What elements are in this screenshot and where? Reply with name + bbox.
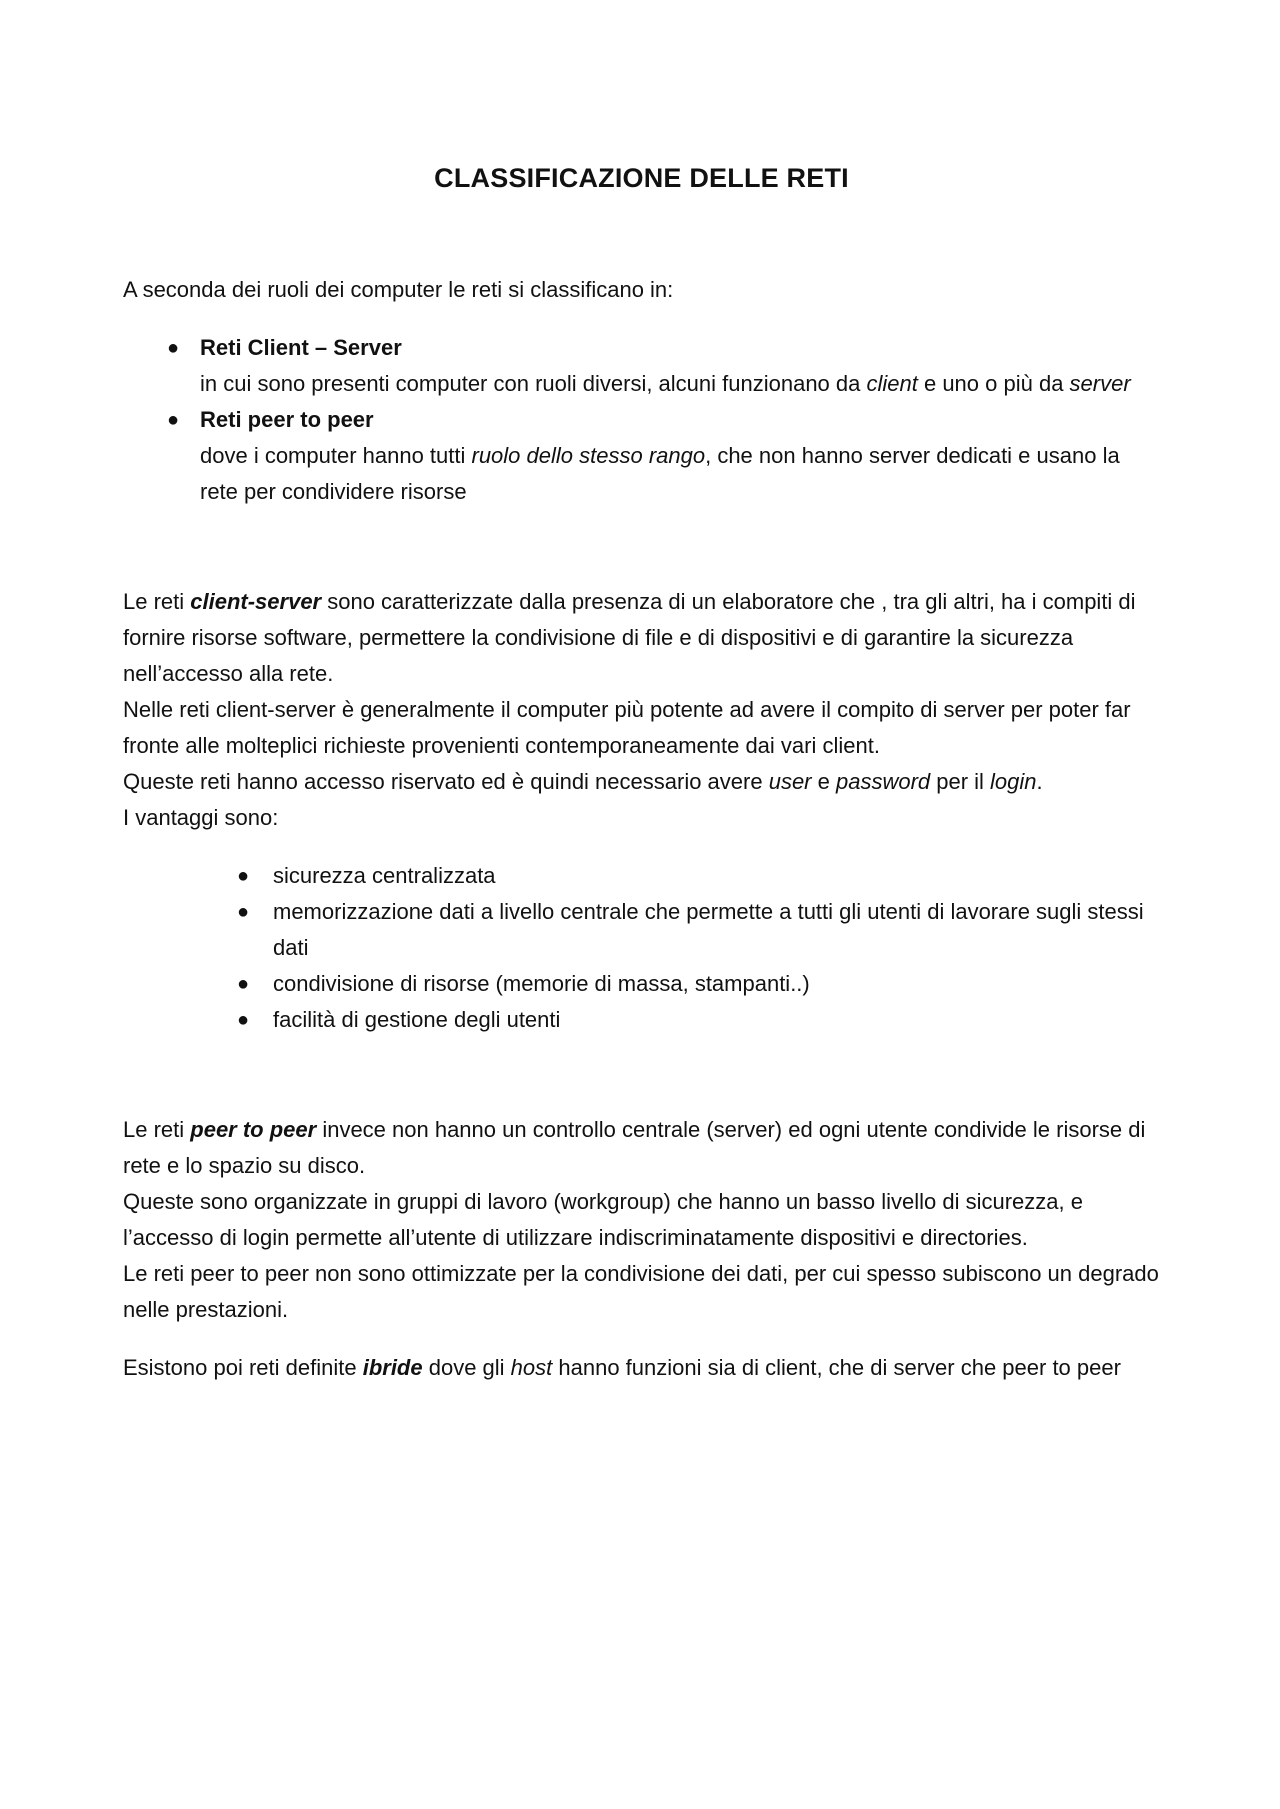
hybrid-paragraph [123,1350,1160,1386]
client-server-heading: Reti Client – Server [200,335,402,360]
p2p-p1-lead: Le reti [123,1117,191,1142]
server-term: server [1069,371,1131,396]
bullet-icon: ● [167,409,180,431]
cs-p3-b: e [811,769,836,794]
list-item-client-server [167,330,1160,402]
advantages-list [237,858,1160,1038]
list-item [237,966,1160,1002]
list-item-peer-to-peer [167,402,1160,510]
hybrid-rest: hanno funzioni sia di client, che di server che peer to peer [552,1355,1121,1380]
peer-to-peer-term: peer to peer [190,1117,317,1142]
cs-p3-a: Queste reti hanno accesso riservato ed è quindi necessario avere [123,769,769,794]
client-server-paragraph-3 [123,764,1160,800]
list-item [237,1002,1160,1038]
cs-p3-d: . [1036,769,1043,794]
client-server-term: client-server [190,589,322,614]
hybrid-mid: dove gli [422,1355,511,1380]
advantage-text: condivisione di risorse (memorie di massa, stampanti..) [273,971,810,996]
list-item [237,858,1160,894]
network-types-list [167,330,1160,510]
advantage-text: facilità di gestione degli utenti [273,1007,561,1032]
login-term: login [990,769,1037,794]
host-term: host [510,1355,553,1380]
bullet-icon: ● [167,337,180,359]
client-term: client [866,371,918,396]
bullet-icon: ● [237,1009,250,1031]
password-term: password [835,769,931,794]
p2p-p1-rest: invece non hanno un controllo centrale (server) ed ogni utente condivide le risorse di rete e lo spazio su disco. [123,1117,1146,1178]
peer-to-peer-heading: Reti peer to peer [200,407,374,432]
advantages-intro: I vantaggi sono: [123,805,279,830]
peer-paragraph-3: Le reti peer to peer non sono ottimizzate per la condivisione dei dati, per cui spesso subiscono un degrado nelle prestazioni. [123,1261,1159,1322]
peer-to-peer-description [200,438,1160,510]
list-item [237,894,1160,966]
peer-desc-text-2: , che non hanno server dedicati e usano la rete per condividere risorse [200,443,1120,504]
page-title: CLASSIFICAZIONE DELLE RETI [434,163,849,193]
bullet-icon: ● [237,901,250,923]
cs-p1-lead: Le reti [123,589,191,614]
peer-paragraph-1 [123,1112,1160,1184]
intro-paragraph [123,272,1160,308]
bullet-icon: ● [237,865,250,887]
client-server-desc-text-2: e uno o più da [917,371,1070,396]
hybrid-lead: Esistono poi reti definite [123,1355,363,1380]
bullet-icon: ● [237,973,250,995]
client-server-description [200,366,1160,402]
client-server-desc-text: in cui sono presenti computer con ruoli diversi, alcuni funzionano da [200,371,867,396]
peer-desc-text: dove i computer hanno tutti [200,443,472,468]
client-server-paragraph-1 [123,584,1160,692]
peer-paragraph-2: Queste sono organizzate in gruppi di lavoro (workgroup) che hanno un basso livello di sicurezza, e l’accesso di login permette all’utente di utilizzare indiscriminatamente dispositivi e directories. [123,1189,1083,1250]
cs-p1-rest: sono caratterizzate dalla presenza di un elaboratore che , tra gli altri, ha i compiti di fornire risorse software, permettere la condivisione di file e di dispositivi e di garantire la sicurezza nell’accesso alla rete. [123,589,1136,686]
same-rank-term: ruolo dello stesso rango [471,443,706,468]
advantage-text: memorizzazione dati a livello centrale che permette a tutti gli utenti di lavorare sugli stessi dati [273,899,1144,960]
user-term: user [768,769,812,794]
cs-p3-c: per il [930,769,991,794]
intro-text: A seconda dei ruoli dei computer le reti si classificano in: [123,277,674,302]
hybrid-term: ibride [362,1355,423,1380]
client-server-paragraph-2: Nelle reti client-server è generalmente il computer più potente ad avere il compito di server per poter far fronte alle molteplici richieste provenienti contemporaneamente dai vari client. [123,697,1131,758]
advantage-text: sicurezza centralizzata [273,863,496,888]
